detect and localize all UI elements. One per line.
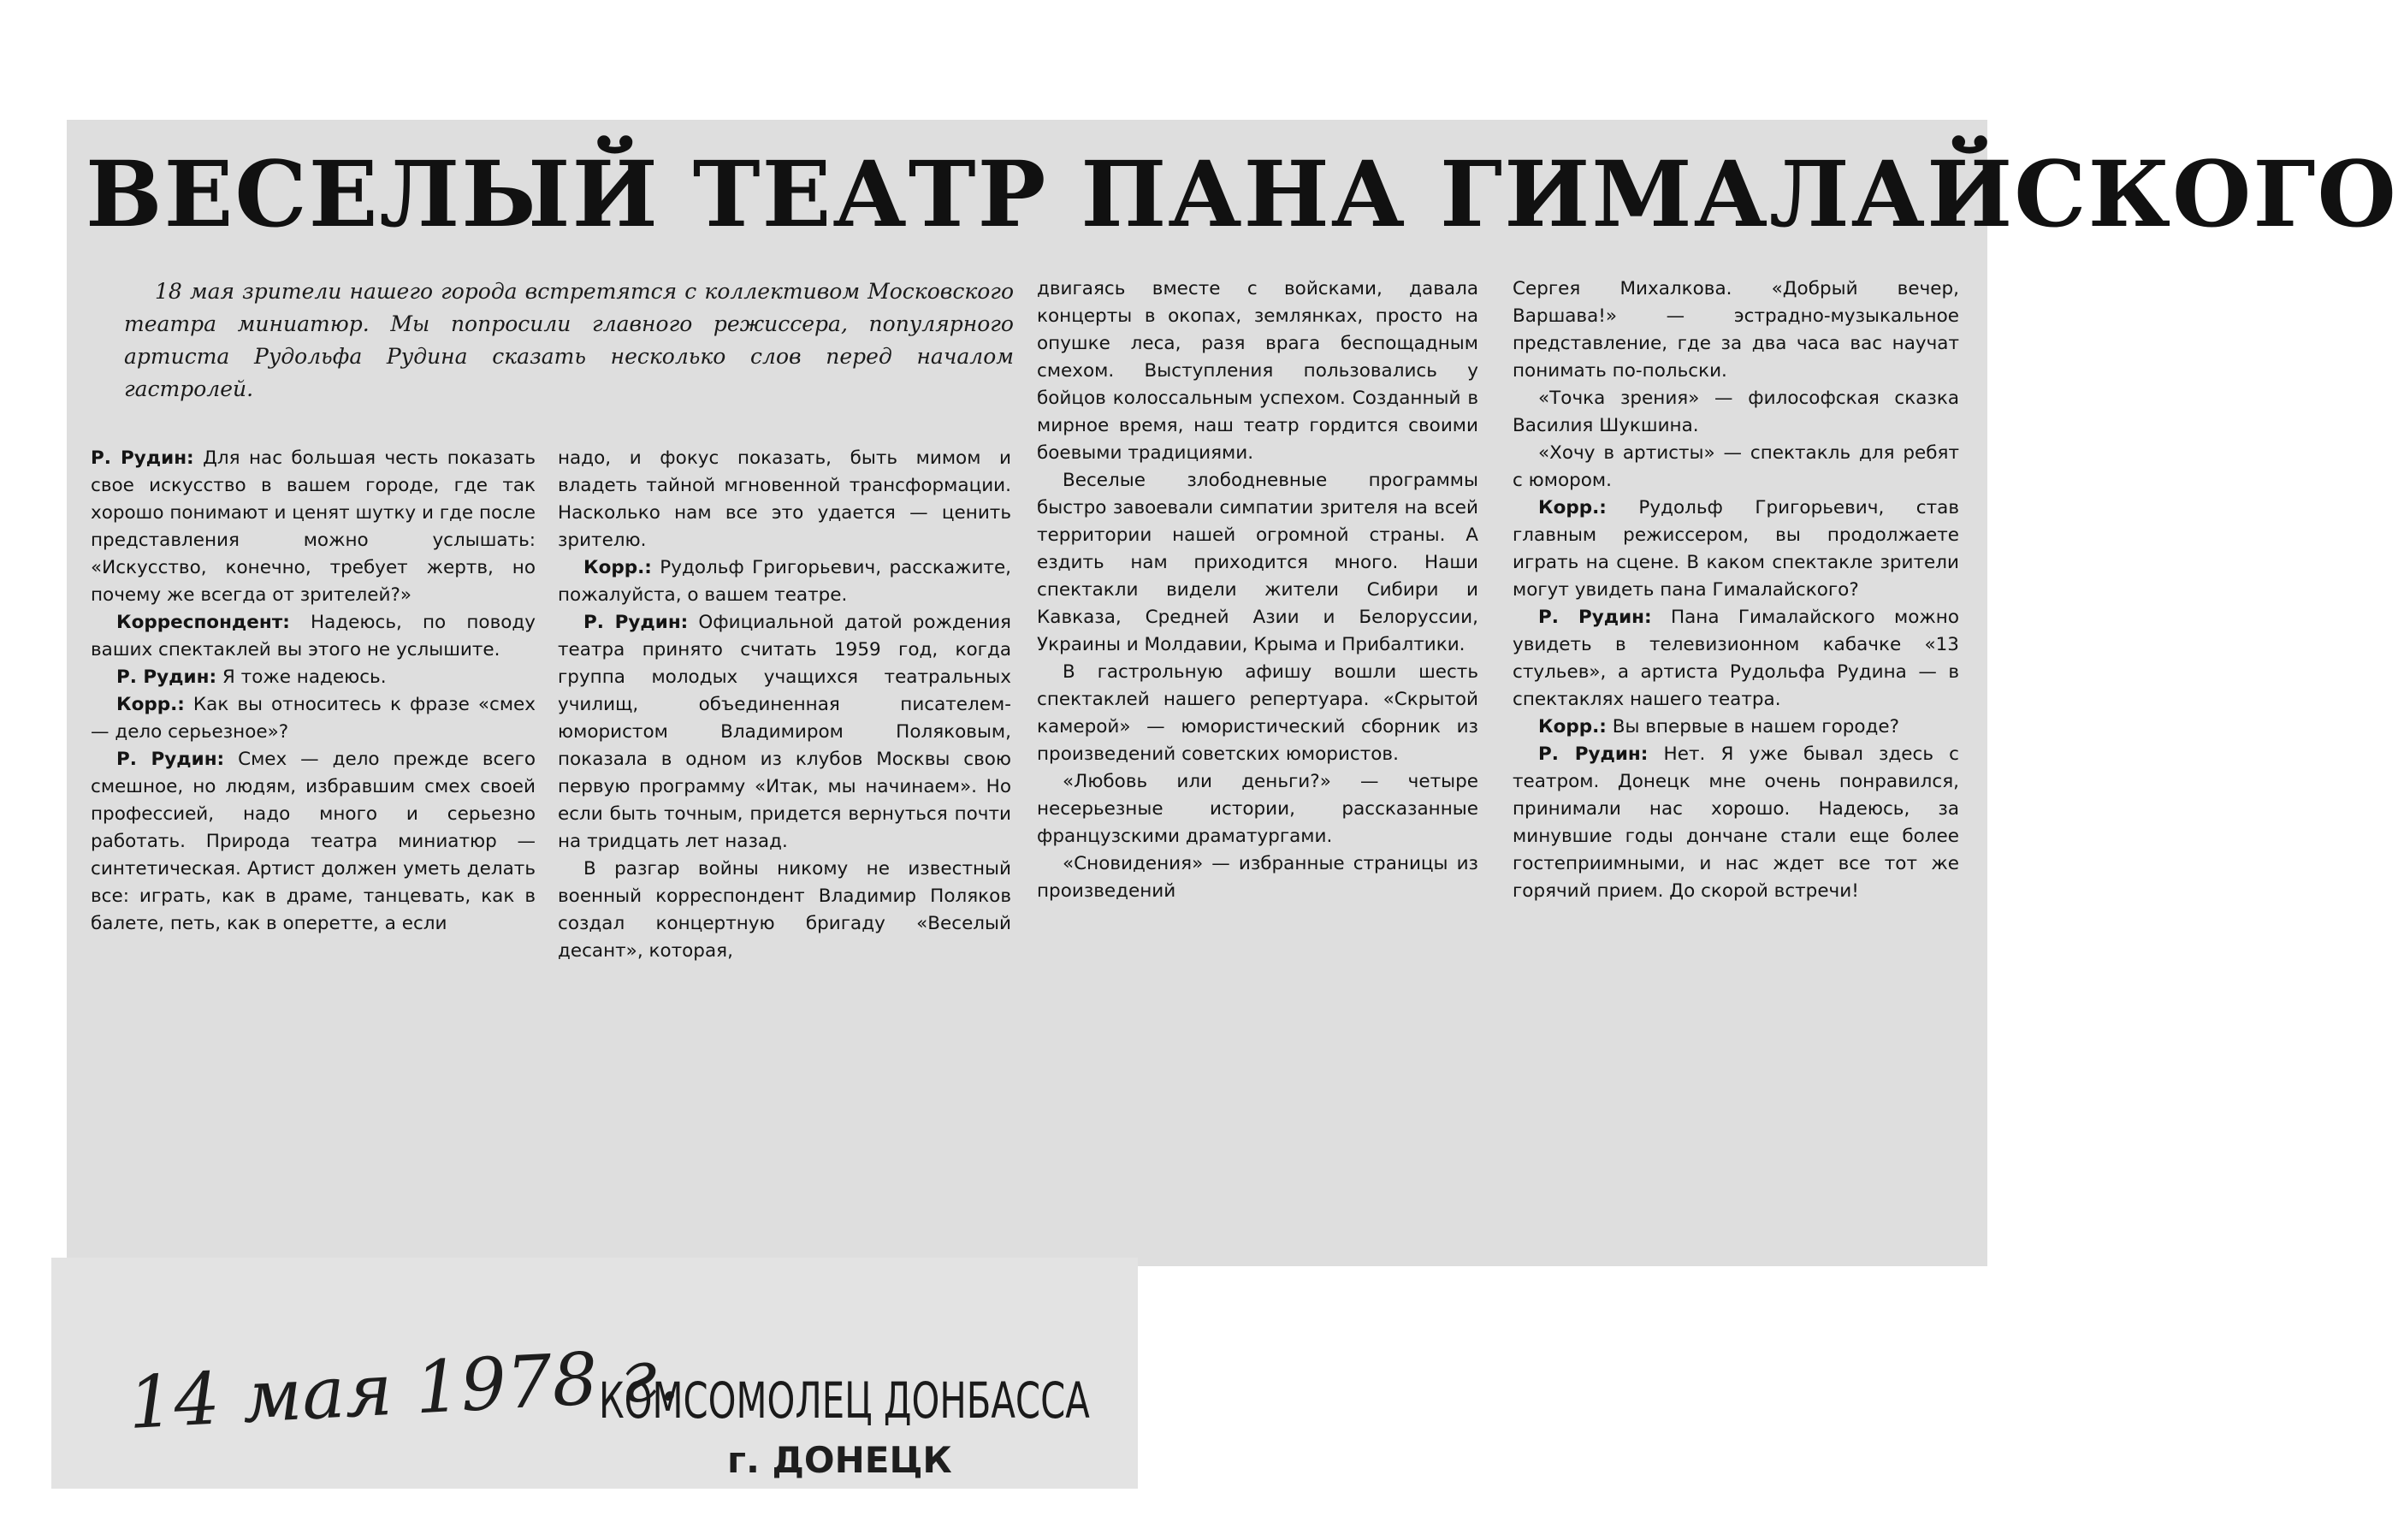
paragraph-text: Как вы относитесь к фразе «смех — дело серьезное»? bbox=[91, 694, 536, 743]
paragraph bbox=[1513, 604, 1959, 714]
text-column-1 bbox=[91, 445, 536, 938]
paragraph-text: надо, и фокус показать, быть мимом и владеть тайной мгновенной трансформации. Насколько нам все это удается — ценить зрителю. bbox=[558, 447, 1011, 551]
paragraph-text: Я тоже надеюсь. bbox=[216, 666, 387, 688]
speaker-label: Р. Рудин: bbox=[116, 749, 225, 770]
paragraph bbox=[1513, 495, 1959, 604]
text-column-3 bbox=[1037, 275, 1478, 905]
paragraph-text: Рудольф Григорьевич, расскажите, пожалуйста, о вашем театре. bbox=[558, 557, 1011, 606]
paragraph-text: Официальной датой рождения театра принято считать 1959 год, когда группа молодых учащихся театральных училищ, объединенная писателем-юмористом Владимиром Поляковым, показала в одном из клубов Москвы свою первую программу «Итак, мы начинаем». Но если быть точным, придется вернуться почти на тридцать лет назад. bbox=[558, 612, 1011, 852]
paragraph bbox=[1037, 659, 1478, 768]
speaker-label: Р. Рудин: bbox=[1538, 607, 1652, 628]
speaker-label: Корр.: bbox=[1538, 716, 1607, 737]
paragraph bbox=[91, 609, 536, 664]
paragraph-text: Веселые злободневные программы быстро завоевали симпатии зрителя на всей территории нашей огромной страны. А ездить нам приходится много. Наши спектакли видели жители Сибири и Кавказа, Средней Азии и Белоруссии, Украины и Молдавии, Крыма и Прибалтики. bbox=[1037, 470, 1478, 655]
paragraph-text: Сергея Михалкова. «Добрый вечер, Варшава!» — эстрадно-музыкальное представление, где за два часа вас научат понимать по-польски. bbox=[1513, 278, 1959, 382]
paragraph bbox=[1513, 741, 1959, 905]
paragraph bbox=[558, 609, 1011, 856]
paragraph-text: «Хочу в артисты» — спектакль для ребят с юмором. bbox=[1513, 442, 1959, 491]
paragraph-text: В гастрольную афишу вошли шесть спектаклей нашего репертуара. «Скрытой камерой» — юмористический сборник из произведений советских юмористов. bbox=[1037, 661, 1478, 765]
article-headline: ВЕСЕЛЫЙ ТЕАТР ПАНА ГИМАЛАЙСКОГО bbox=[86, 140, 2398, 247]
text-column-4 bbox=[1513, 275, 1959, 905]
paragraph bbox=[558, 856, 1011, 965]
speaker-label: Р. Рудин: bbox=[116, 666, 217, 688]
paragraph bbox=[1037, 467, 1478, 659]
handwritten-date: 14 мая 1978 г. bbox=[126, 1332, 682, 1445]
paragraph-text: «Сновидения» — избранные страницы из произведений bbox=[1037, 853, 1478, 902]
paragraph bbox=[91, 746, 536, 938]
text-column-2 bbox=[558, 445, 1011, 965]
paragraph-text: «Точка зрения» — философская сказка Василия Шукшина. bbox=[1513, 388, 1959, 436]
paragraph-text: «Любовь или деньги?» — четыре несерьезные истории, рассказанные французскими драматургами. bbox=[1037, 771, 1478, 847]
paragraph bbox=[1513, 714, 1959, 741]
paragraph-text: Смех — дело прежде всего смешное, но людям, избравшим смех своей профессией, надо много и серьезно работать. Природа театра миниатюр — синтетическая. Артист должен уметь делать все: играть, как в драме, танцевать, как в балете, петь, как в оперетте, а если bbox=[91, 749, 536, 934]
paragraph bbox=[91, 691, 536, 746]
paragraph-text: Пана Гималайского можно увидеть в телевизионном кабачке «13 стульев», а артиста Рудольфа Рудина — в спектаклях нашего театра. bbox=[1513, 607, 1959, 710]
speaker-label: Р. Рудин: bbox=[1538, 743, 1649, 765]
paragraph-text: Вы впервые в нашем городе? bbox=[1606, 716, 1900, 737]
paragraph bbox=[1037, 275, 1478, 467]
paragraph-text: Нет. Я уже бывал здесь с театром. Донецк мне очень понравился, принимали нас хорошо. Надеюсь, за минувшие годы дончане стали еще более гостеприимными, и нас ждет все тот же горячий прием. До скорой встречи! bbox=[1513, 743, 1959, 902]
paragraph-text: двигаясь вместе с войсками, давала концерты в окопах, землянках, просто на опушке леса, разя врага беспощадным смехом. Выступления пользовались у бойцов колоссальным успехом. Созданный в мирное время, наш театр гордится своими боевыми традициями. bbox=[1037, 278, 1478, 464]
paragraph bbox=[1037, 850, 1478, 905]
article-lead: 18 мая зрители нашего города встретятся с коллективом Московского театра миниатюр. Мы попросили главного режиссера, популярного артиста Рудольфа Рудина сказать несколько слов перед началом гастролей. bbox=[124, 279, 1014, 401]
paragraph bbox=[91, 445, 536, 609]
paragraph-text: Для нас большая честь показать свое искусство в вашем городе, где так хорошо понимают и ценят шутку и где после представления можно услышать: «Искусство, конечно, требует жертв, но почему же всегда от зрителей?» bbox=[91, 447, 536, 606]
paragraph-text: Надеюсь, по поводу ваших спектаклей вы этого не услышите. bbox=[91, 612, 536, 660]
speaker-label: Корр.: bbox=[1538, 497, 1607, 518]
city-stamp: г. ДОНЕЦК bbox=[727, 1439, 952, 1481]
paragraph bbox=[558, 554, 1011, 609]
speaker-label: Корр.: bbox=[583, 557, 652, 578]
paragraph bbox=[1037, 768, 1478, 850]
paragraph bbox=[1513, 385, 1959, 440]
speaker-label: Корреспондент: bbox=[116, 612, 290, 633]
paragraph bbox=[1513, 275, 1959, 385]
speaker-label: Корр.: bbox=[116, 694, 185, 715]
speaker-label: Р. Рудин: bbox=[91, 447, 194, 469]
newspaper-name-stamp: КОМСОМОЛЕЦ ДОНБАССА bbox=[599, 1371, 1090, 1430]
speaker-label: Р. Рудин: bbox=[583, 612, 689, 633]
paragraph bbox=[91, 664, 536, 691]
paragraph-text: В разгар войны никому не известный военный корреспондент Владимир Поляков создал концертную бригаду «Веселый десант», которая, bbox=[558, 858, 1011, 962]
paragraph bbox=[1513, 440, 1959, 495]
paragraph-text: Рудольф Григорьевич, став главным режиссером, вы продолжаете играть на сцене. В каком спектакле зрители могут увидеть пана Гималайского? bbox=[1513, 497, 1959, 601]
paragraph bbox=[558, 445, 1011, 554]
